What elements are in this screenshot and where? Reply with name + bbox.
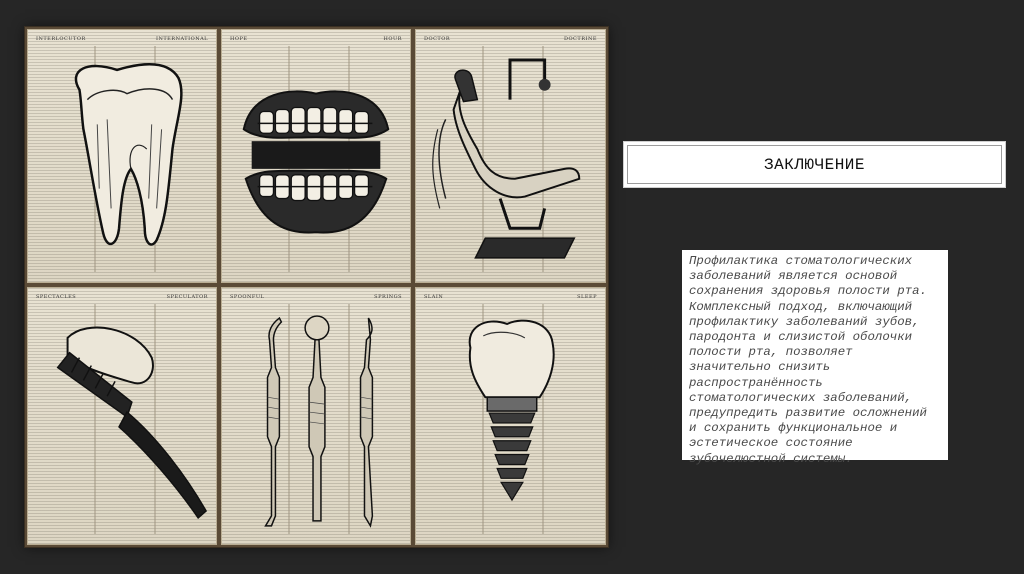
dental-implant-icon xyxy=(416,288,605,544)
dental-chair-icon xyxy=(416,30,605,282)
dental-implant-illustration: SLAIN SLEEP xyxy=(415,287,606,545)
toothbrush-icon xyxy=(28,288,216,544)
tooth-icon xyxy=(28,30,216,282)
teeth-braces-illustration: HOPE HOUR xyxy=(221,29,411,283)
braces-icon xyxy=(222,30,410,282)
dental-tools-illustration: SPOONFUL SPRINGS xyxy=(221,287,411,545)
conclusion-text-box xyxy=(682,250,948,466)
slide-title-box xyxy=(623,141,1006,188)
conclusion-text: Профилактика стоматологических заболеваний является основой сохранения здоровья полости рта. Комплексный подход, включающий профилактику заболеваний зубов, пародонта и слизистой оболочки полости рта, позволяет значительно снизить распространённость стоматологических заболеваний, предупредить развитие осложнений и сохранить функциональное и эстетическое состояние зубочелюстной системы. xyxy=(689,254,927,466)
toothbrush-illustration: SPECTACLES SPECULATOR xyxy=(27,287,217,545)
tooth-illustration: INTERLOCUTOR INTERNATIONAL xyxy=(27,29,217,283)
slide-title: ЗАКЛЮЧЕНИЕ xyxy=(763,155,865,174)
dental-collage-image xyxy=(25,27,608,547)
dental-chair-illustration: DOCTOR DOCTRINE xyxy=(415,29,606,283)
dental-tools-icon xyxy=(222,288,410,544)
